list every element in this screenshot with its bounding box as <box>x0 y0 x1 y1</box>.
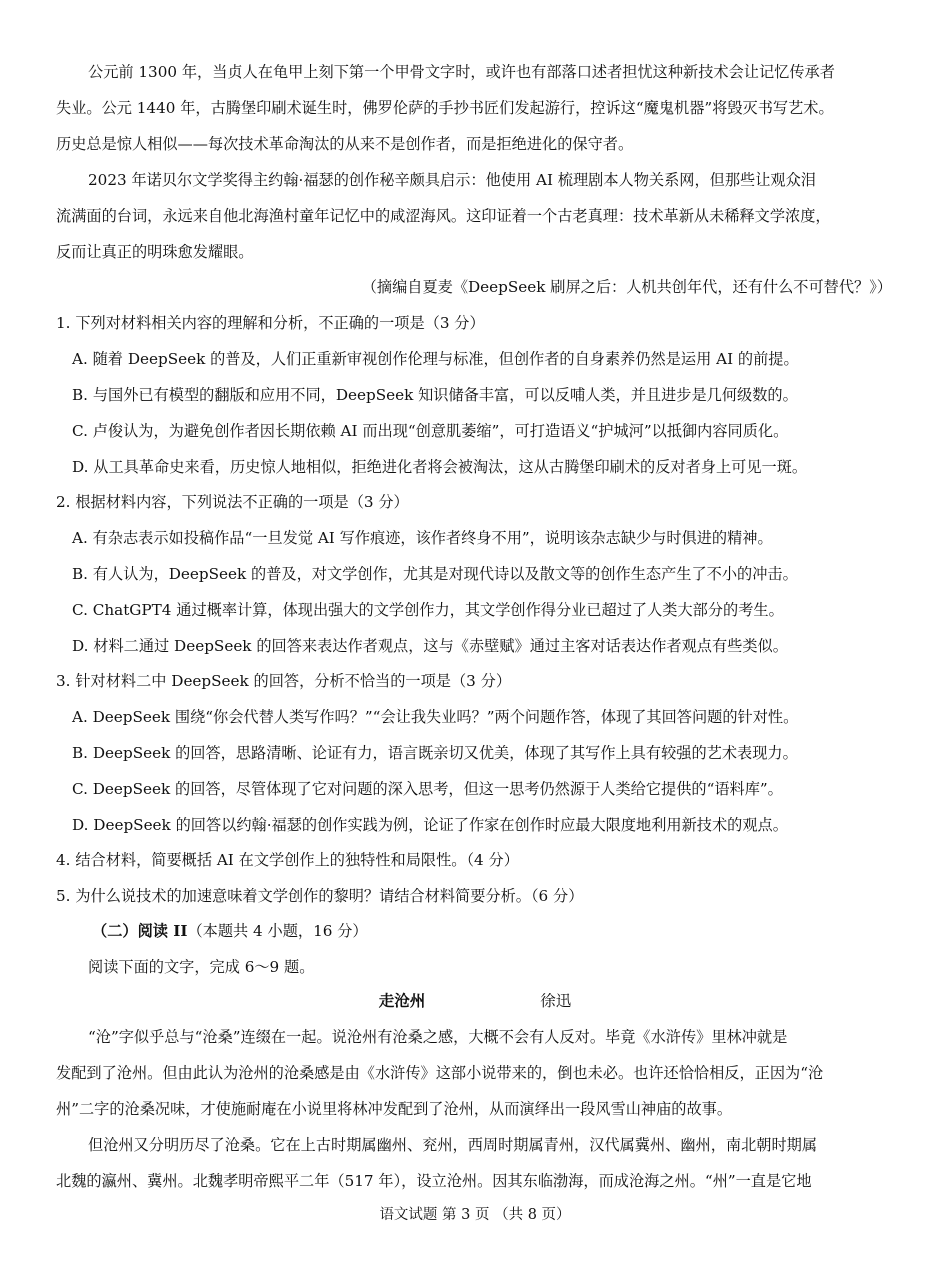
passage-line: 失业。公元 1440 年，古腾堡印刷术诞生时，佛罗伦萨的手抄书匠们发起游行，控诉这“魔鬼机器”将毁灭书写艺术。 <box>56 99 834 117</box>
option-c: C. ChatGPT4 通过概率计算，体现出强大的文学创作力，其文学创作得分业已超过了人类大部分的考生。 <box>72 601 784 619</box>
section-heading <box>92 921 368 941</box>
option-b: B. DeepSeek 的回答，思路清晰、论证有力，语言既亲切又优美，体现了其写作上具有较强的艺术表现力。 <box>72 744 798 762</box>
reading-instruction: 阅读下面的文字，完成 6～9 题。 <box>88 958 315 976</box>
option-a: A. 随着 DeepSeek 的普及，人们正重新审视创作伦理与标准，但创作者的自身素养仍然是运用 AI 的前提。 <box>72 350 799 368</box>
option-b: B. 与国外已有模型的翻版和应用不同，DeepSeek 知识储备丰富，可以反哺人类，并且进步是几何级数的。 <box>72 386 798 404</box>
article-heading <box>0 991 950 1011</box>
option-c: C. DeepSeek 的回答，尽管体现了它对问题的深入思考，但这一思考仍然源于人类给它提供的“语料库”。 <box>72 780 783 798</box>
article-line: 州”二字的沧桑况味，才使施耐庵在小说里将林冲发配到了沧州，从而演绎出一段风雪山神庙的故事。 <box>56 1100 733 1118</box>
section-heading-note: （本题共 4 小题，16 分） <box>187 922 368 940</box>
question-stem: 1. 下列对材料相关内容的理解和分析，不正确的一项是（3 分） <box>56 314 485 332</box>
section-heading-title: （二）阅读 II <box>92 922 188 940</box>
article-line: 北魏的瀛州、冀州。北魏孝明帝熙平二年（517 年），设立沧州。因其东临渤海，而成沧海之州。“州”一直是它地 <box>56 1172 812 1190</box>
article-author: 徐迅 <box>540 992 572 1010</box>
article-line: 但沧州又分明历尽了沧桑。它在上古时期属幽州、兖州，西周时期属青州，汉代属冀州、幽州，南北朝时期属 <box>88 1136 817 1154</box>
question-stem: 5. 为什么说技术的加速意味着文学创作的黎明？请结合材料简要分析。（6 分） <box>56 887 584 905</box>
option-d: D. DeepSeek 的回答以约翰·福瑟的创作实践为例，论证了作家在创作时应最大限度地利用新技术的观点。 <box>72 816 788 834</box>
passage-line: 反而让真正的明珠愈发耀眼。 <box>56 243 254 261</box>
question-stem: 4. 结合材料，简要概括 AI 在文学创作上的独特性和局限性。（4 分） <box>56 851 519 869</box>
question-stem: 3. 针对材料二中 DeepSeek 的回答，分析不恰当的一项是（3 分） <box>56 672 512 690</box>
article-title: 走沧州 <box>378 991 426 1010</box>
article-line: 发配到了沧州。但由此认为沧州的沧桑感是由《水浒传》这部小说带来的，倒也未必。也许还恰恰相反，正因为“沧 <box>56 1064 824 1082</box>
option-d: D. 材料二通过 DeepSeek 的回答来表达作者观点，这与《赤壁赋》通过主客对话表达作者观点有些类似。 <box>72 637 788 655</box>
option-b: B. 有人认为，DeepSeek 的普及，对文学创作，尤其是对现代诗以及散文等的创作生态产生了不小的冲击。 <box>72 565 798 583</box>
passage-line: 历史总是惊人相似——每次技术革命淘汰的从来不是创作者，而是拒绝进化的保守者。 <box>56 135 634 153</box>
option-d: D. 从工具革命史来看，历史惊人地相似，拒绝进化者将会被淘汰，这从古腾堡印刷术的反对者身上可见一斑。 <box>72 458 808 476</box>
article-line: “沧”字似乎总与“沧桑”连缀在一起。说沧州有沧桑之感，大概不会有人反对。毕竟《水浒传》里林冲就是 <box>88 1028 788 1046</box>
passage-line: 公元前 1300 年，当贞人在龟甲上刻下第一个甲骨文字时，或许也有部落口述者担忧这种新技术会让记忆传承者 <box>88 63 835 81</box>
source-attribution: （摘编自夏麦《DeepSeek 刷屏之后：人机共创年代，还有什么不可替代？》） <box>361 278 892 296</box>
question-stem: 2. 根据材料内容，下列说法不正确的一项是（3 分） <box>56 493 409 511</box>
passage-line: 2023 年诺贝尔文学奖得主约翰·福瑟的创作秘辛颇具启示：他使用 AI 梳理剧本人物关系网，但那些让观众泪 <box>88 171 816 189</box>
option-a: A. DeepSeek 围绕“你会代替人类写作吗？”“会让我失业吗？”两个问题作答，体现了其回答问题的针对性。 <box>72 708 799 726</box>
passage-line: 流满面的台词，永远来自他北海渔村童年记忆中的咸涩海风。这印证着一个古老真理：技术革新从未稀释文学浓度， <box>56 207 831 225</box>
option-a: A. 有杂志表示如投稿作品“一旦发觉 AI 写作痕迹，该作者终身不用”，说明该杂志缺少与时俱进的精神。 <box>72 529 773 547</box>
page-footer: 语文试题 第 3 页 （共 8 页） <box>379 1207 571 1223</box>
option-c: C. 卢俊认为，为避免创作者因长期依赖 AI 而出现“创意肌萎缩”，可打造语义“护城河”以抵御内容同质化。 <box>72 422 789 440</box>
